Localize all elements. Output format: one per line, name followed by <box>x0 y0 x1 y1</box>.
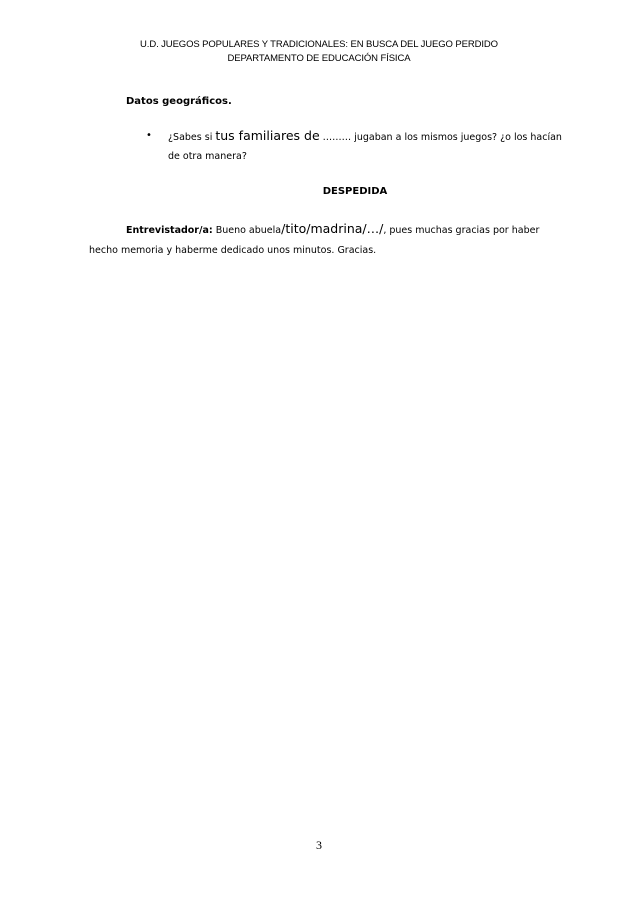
closing-text-part1: Bueno abuela <box>212 225 282 236</box>
closing-text-part2: /tito/madrina/…/ <box>281 221 384 236</box>
list-item <box>146 126 566 166</box>
header-title: U.D. JUEGOS POPULARES Y TRADICIONALES: EN BUSCA DEL JUEGO PERDIDO <box>140 39 498 50</box>
section-title: Datos geográficos. <box>126 96 232 107</box>
page-header <box>0 38 638 66</box>
page-number: 3 <box>316 838 322 852</box>
question-text-part3: ……… jugaban a los mismos juegos? ¿o los hacían de otra manera? <box>168 132 562 162</box>
speaker-label: Entrevistador/a: <box>126 225 213 236</box>
farewell-heading: DESPEDIDA <box>322 186 388 197</box>
closing-paragraph <box>89 219 559 261</box>
header-department: DEPARTAMENTO DE EDUCACIÓN FÍSICA <box>227 53 411 64</box>
bullet-icon: • <box>146 130 152 141</box>
question-text-part1: ¿Sabes si <box>168 132 216 143</box>
question-text-part2: tus familiares de <box>215 128 320 143</box>
closing-text-part3: , pues muchas gracias por haber hecho memoria y haberme dedicado unos minutos. Gracias. <box>89 225 540 256</box>
question-text <box>168 126 566 166</box>
